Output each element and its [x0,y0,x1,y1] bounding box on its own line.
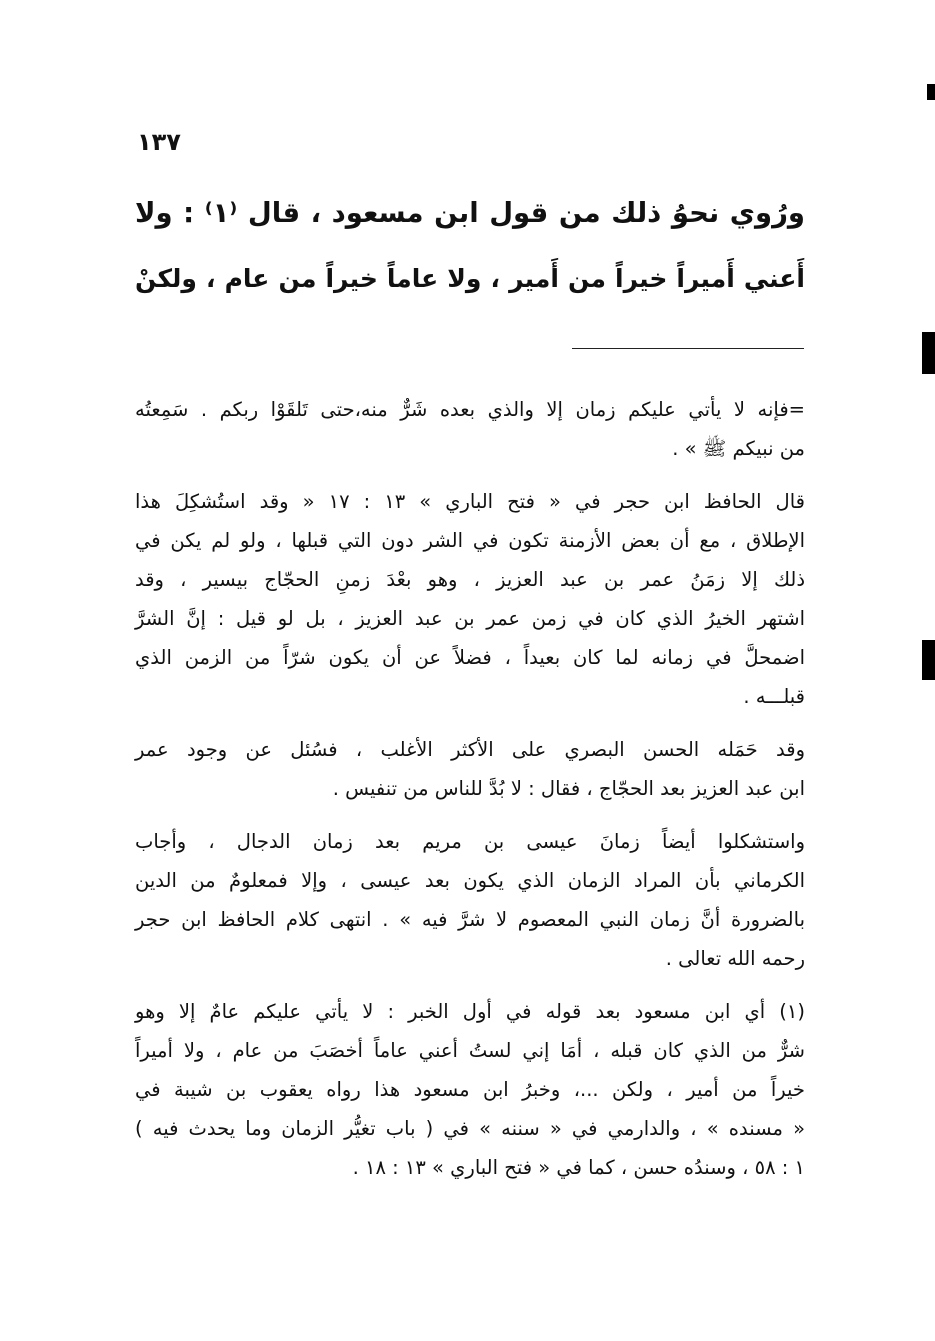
footnote-line: وقد حَمَله الحسن البصري على الأكثر الأغلب ، فسُئل عن وجود عمر [135,738,805,761]
footnote-line: اضمحلَّ في زمانه لما كان بعيداً ، فضلاً عن أن يكون شرّاً من الزمن الذي [135,646,805,669]
scan-edge-mark [927,84,935,100]
footnote-line: قبلـــه . [743,685,805,708]
footnote-line: ذلك إلا زمَنُ عمر بن عبد العزيز ، وهو بعْدَ زمنِ الحجّاج بيسير ، وقد [135,568,805,591]
footnote-line: واستشكلوا أيضاً زمانَ عيسى بن مريم بعد زمان الدجال ، وأجاب [135,830,805,853]
footnote-line: اشتهر الخيرُ الذي كان في زمن عمر بن عبد العزيز ، بل لو قيل : إنَّ الشرَّ [135,607,805,630]
footnote-separator-rule [572,348,804,349]
main-text-line: أَعني أَميراً خيراً من أَمير ، ولا عاماً خيراً من عام ، ولكنْ [135,264,805,293]
footnote-paragraph [135,730,805,808]
scan-edge-mark [922,332,935,374]
footnote-paragraph [135,482,805,716]
footnote-line: ابن عبد العزيز بعد الحجّاج ، فقال : لا بُدَّ للناس من تنفيس . [332,777,805,800]
footnote-line: =فإنه لا يأتي عليكم زمان إلا والذي بعده شَرٌّ منه،حتى تَلقَوْا ربكم . سَمِعتُه [135,398,805,421]
footnotes-section [135,390,805,1201]
footnote-line: من نبيكم ﷺ » . [672,437,805,460]
footnote-line: الكرماني بأن المراد الزمان الذي يكون بعد عيسى ، وإلا فمعلومٌ من الدين [135,869,805,892]
footnote-line: بالضرورة أنَّ زمان النبي المعصوم لا شرَّ فيه » . انتهى كلام الحافظ ابن حجر [135,908,805,931]
footnote-line: « مسنده » ، والدارمي في « سننه » في ( باب تغيُّر الزمان وما يحدث فيه ) [135,1117,805,1140]
footnote-1 [135,992,805,1187]
footnote-line: شرٌّ من الذي كان قبله ، أمَا إني لستُ أعني عاماً أخصَبَ من عام ، ولا أميراً [135,1039,805,1062]
page-number: ١٣٧ [137,128,181,156]
footnote-line: قال الحافظ ابن حجر في « فتح الباري » ١٣ : ١٧ « وقد استُشكِلَ هذا [135,490,805,513]
footnote-paragraph [135,822,805,978]
scan-edge-mark [922,640,935,680]
footnote-line: الإطلاق ، مع أن بعض الأزمنة تكون في الشر دون التي قبلها ، ولو لم يكن في [135,529,805,552]
main-text-line: ورُوي نحوُ ذلك من قول ابن مسعود ، قال ⁽١⁾ : ولا [135,197,805,229]
footnote-line: رحمه الله تعالى . [665,947,805,970]
footnote-line: (١) أي ابن مسعود بعد قوله في أول الخبر : لا يأتي عليكم عامٌ إلا وهو [135,1000,805,1023]
footnote-continuation [135,390,805,468]
main-text [135,180,805,312]
footnote-line: خيراً من أمير ، ولكن ...، وخبرُ ابن مسعود هذا رواه يعقوب بن شيبة في [135,1078,805,1101]
footnote-line: ١ : ٥٨ ، وسندُه حسن ، كما في « فتح الباري » ١٣ : ١٨ . [352,1156,805,1179]
